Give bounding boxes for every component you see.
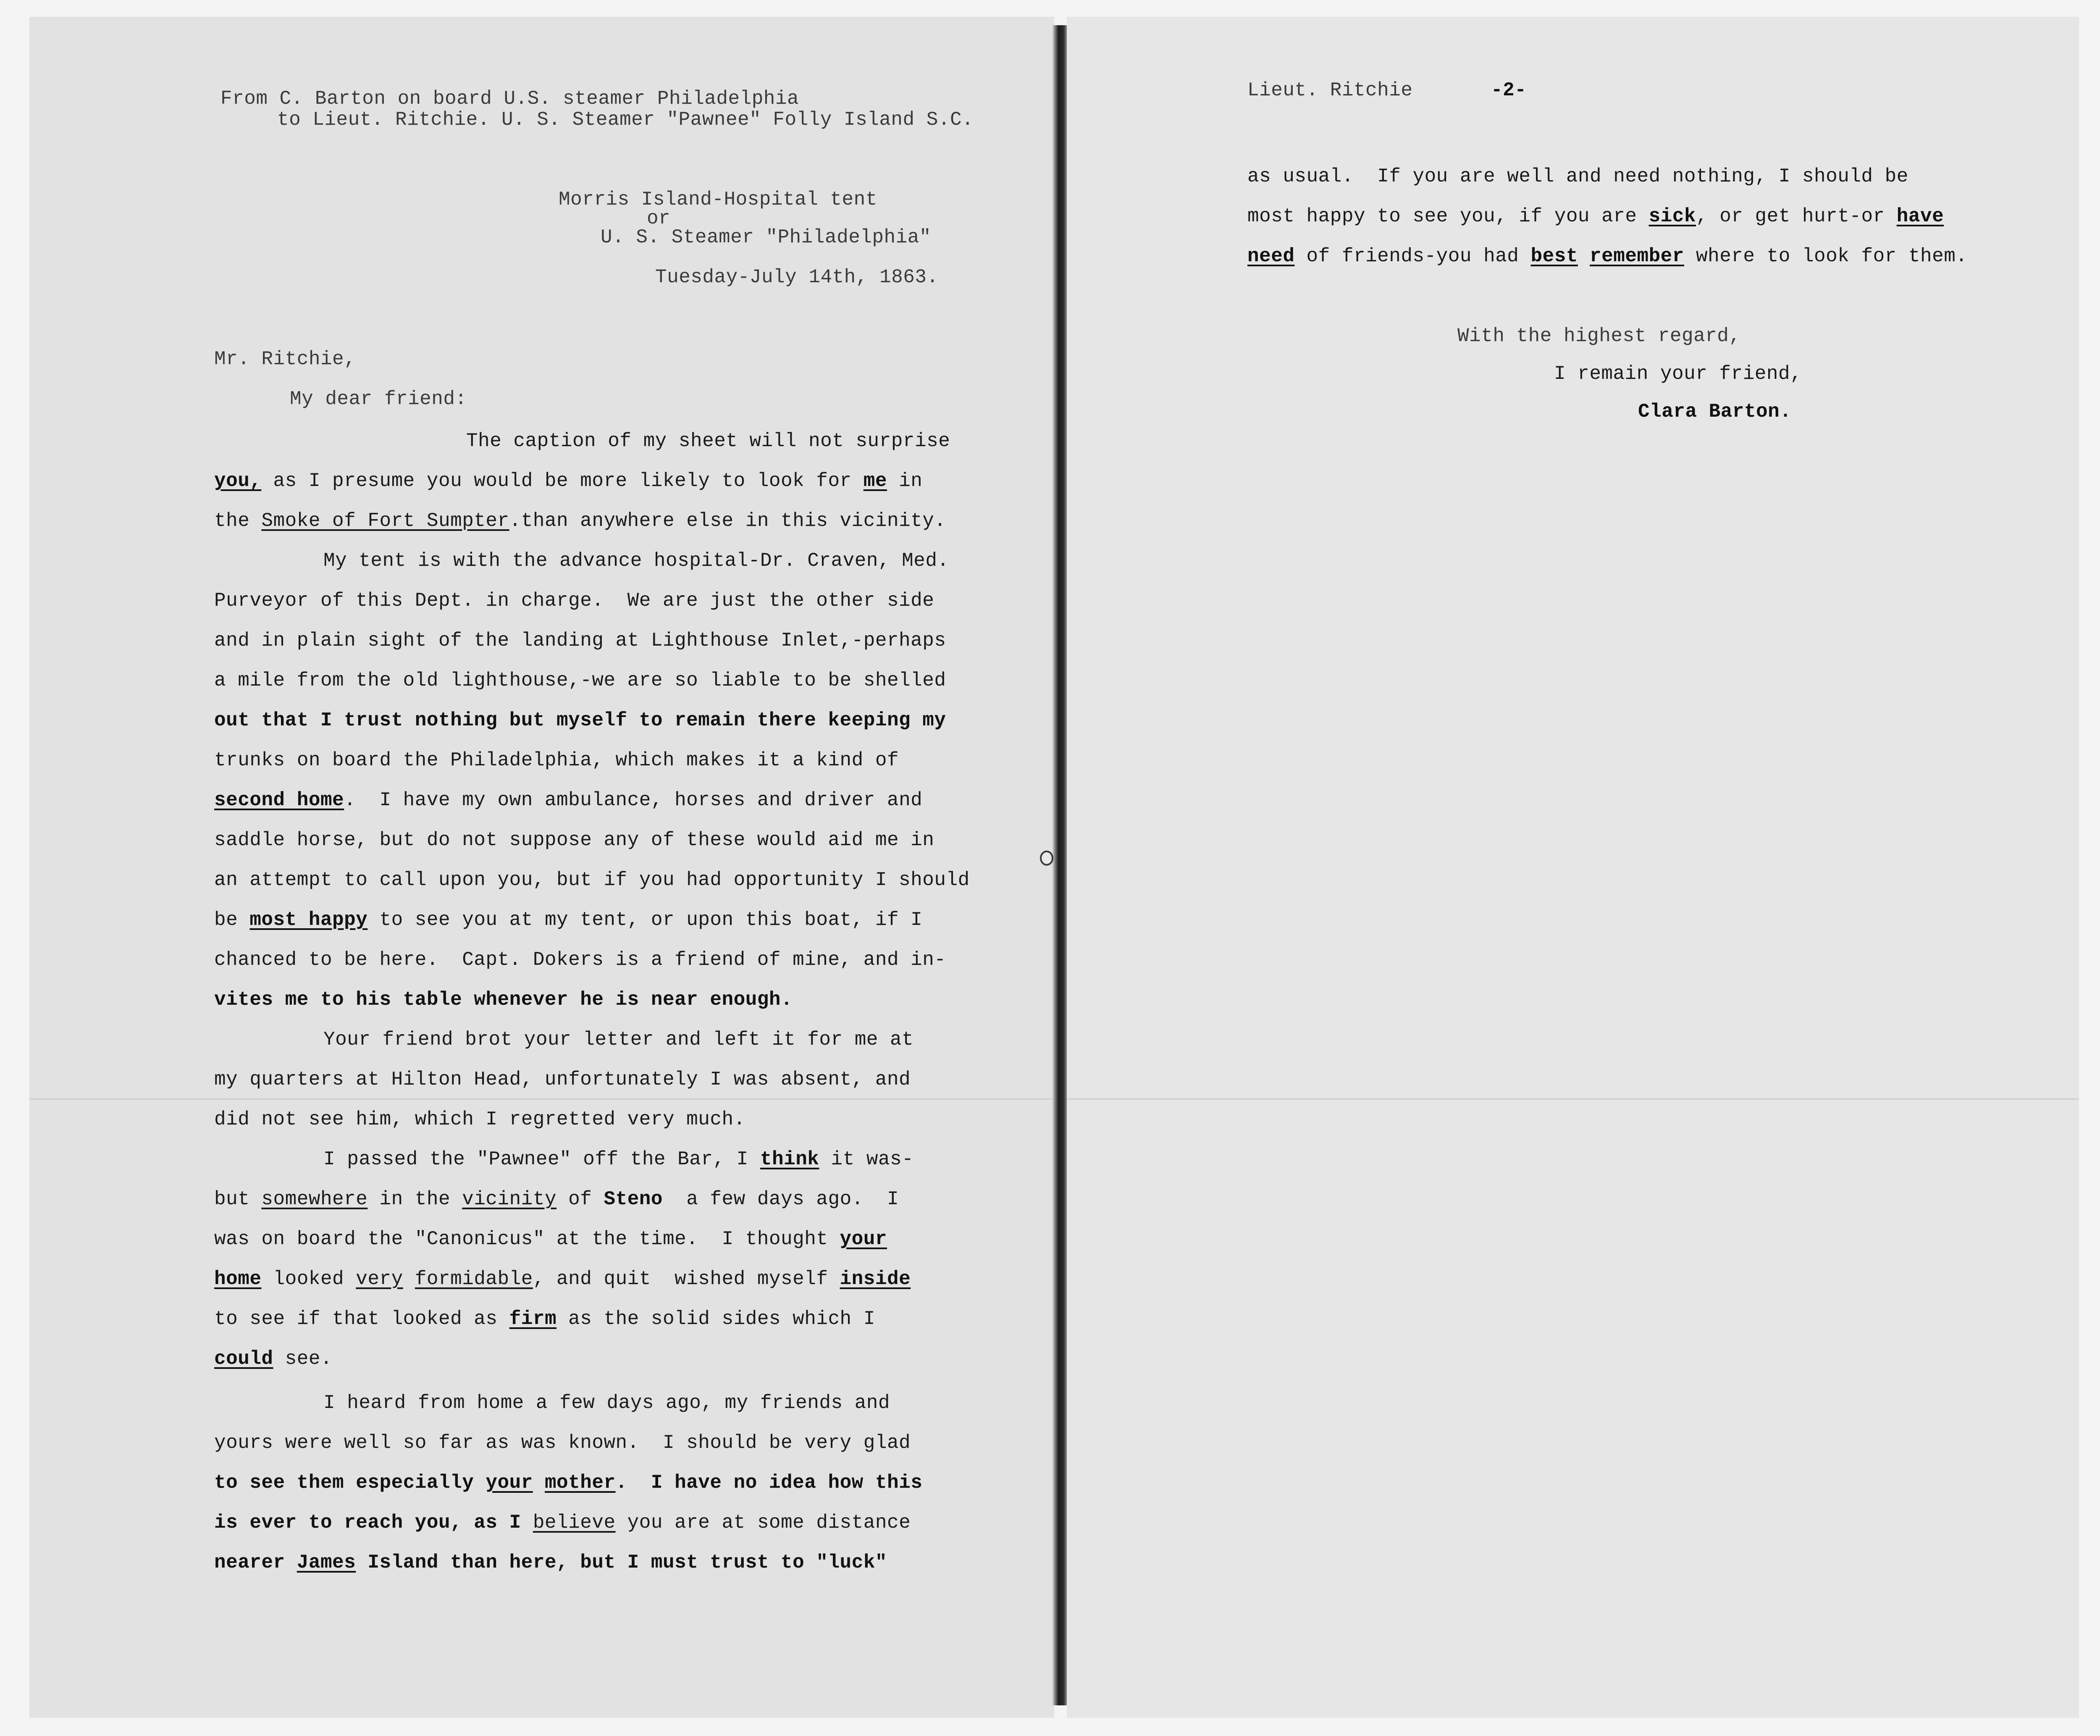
body-line: I heard from home a few days ago, my friends and [323, 1392, 890, 1414]
paper-fold-line [29, 1098, 1054, 1100]
page-number: -2- [1491, 79, 1527, 101]
body-line: Your friend brot your letter and left it for me at [323, 1029, 914, 1051]
body-line: a mile from the old lighthouse,-we are so liable to be shelled [214, 670, 946, 691]
body-line: chanced to be here. Capt. Dokers is a friend of mine, and in- [214, 949, 946, 971]
body-line: yours were well so far as was known. I should be very glad [214, 1432, 911, 1454]
body-line: is ever to reach you, as I believe you are at some distance [214, 1512, 911, 1534]
closing-regard: With the highest regard, [1457, 325, 1741, 347]
body-line: home looked very formidable, and quit wished myself inside [214, 1268, 911, 1290]
body-line: The caption of my sheet will not surprise [466, 430, 950, 452]
body-line: as usual. If you are well and need nothing, I should be [1247, 165, 1908, 187]
salutation-name: Mr. Ritchie, [214, 348, 356, 370]
body-line: saddle horse, but do not suppose any of these would aid me in [214, 829, 934, 851]
page-header-name: Lieut. Ritchie [1247, 79, 1413, 101]
body-line: to see if that looked as firm as the solid sides which I [214, 1308, 875, 1330]
body-line: second home. I have my own ambulance, horses and driver and [214, 789, 923, 811]
signature: Clara Barton. [1638, 401, 1792, 423]
body-line: did not see him, which I regretted very much. [214, 1108, 746, 1130]
body-line: Purveyor of this Dept. in charge. We are just the other side [214, 590, 934, 612]
body-line: was on board the "Canonicus" at the time. I thought your [214, 1228, 887, 1250]
body-line: most happy to see you, if you are sick, or get hurt-or have [1247, 205, 1944, 227]
paper-fold-line [1067, 1098, 2079, 1100]
punch-hole [1040, 851, 1053, 866]
body-line: and in plain sight of the landing at Lighthouse Inlet,-perhaps [214, 630, 946, 651]
letter-page-2 [1067, 17, 2079, 1718]
body-line: need of friends-you had best remember where to look for them. [1247, 245, 1968, 267]
body-line: be most happy to see you at my tent, or upon this boat, if I [214, 909, 923, 931]
body-line: I passed the "Pawnee" off the Bar, I think it was- [323, 1148, 914, 1170]
letter-date: Tuesday-July 14th, 1863. [655, 266, 939, 288]
body-line: an attempt to call upon you, but if you had opportunity I should [214, 869, 970, 891]
place-line-1: Morris Island-Hospital tent [559, 189, 877, 210]
body-line: my quarters at Hilton Head, unfortunately I was absent, and [214, 1069, 911, 1090]
body-line: nearer James Island than here, but I must trust to "luck" [214, 1552, 887, 1573]
header-from-line: From C. Barton on board U.S. steamer Philadelphia [220, 88, 799, 110]
body-line: to see them especially your mother. I have no idea how this [214, 1472, 923, 1494]
letter-page-1 [29, 17, 1054, 1718]
body-line: could see. [214, 1348, 333, 1370]
body-line: vites me to his table whenever he is near enough. [214, 989, 793, 1011]
body-line: you, as I presume you would be more likely to look for me in [214, 470, 923, 492]
place-line-2: or [647, 207, 671, 229]
header-to-line: to Lieut. Ritchie. U. S. Steamer "Pawnee" Folly Island S.C. [277, 109, 974, 131]
place-line-3: U. S. Steamer "Philadelphia" [601, 226, 931, 248]
body-line: trunks on board the Philadelphia, which makes it a kind of [214, 749, 899, 771]
body-line: My tent is with the advance hospital-Dr. Craven, Med. [323, 550, 949, 572]
closing-remain: I remain your friend, [1554, 363, 1802, 385]
body-line: the Smoke of Fort Sumpter.than anywhere else in this vicinity. [214, 510, 946, 532]
salutation-greeting: My dear friend: [290, 388, 467, 410]
body-line: out that I trust nothing but myself to remain there keeping my [214, 709, 946, 731]
body-line: but somewhere in the vicinity of Steno a few days ago. I [214, 1188, 899, 1210]
